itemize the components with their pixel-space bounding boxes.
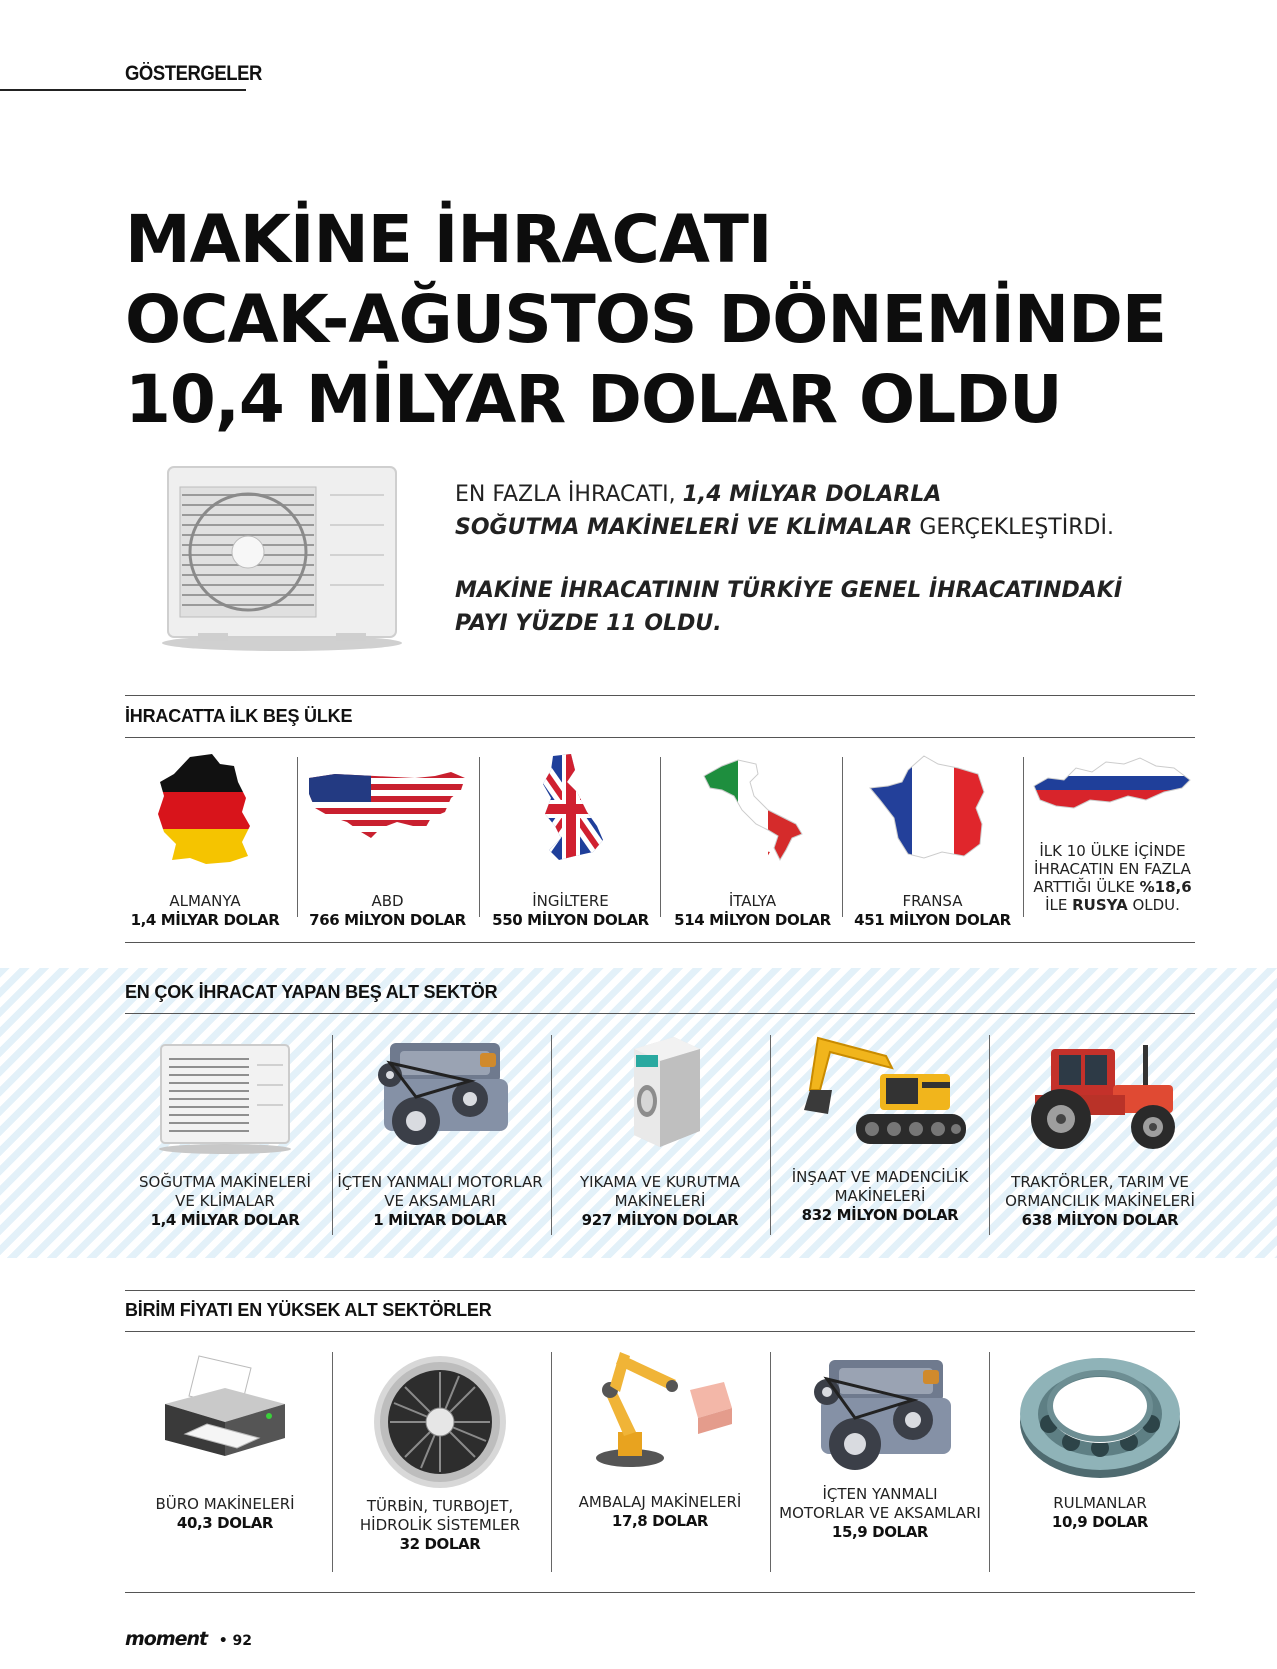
headline-line-3: 10,4 MİLYAR DOLAR OLDU xyxy=(125,361,1062,438)
footer xyxy=(125,1628,252,1650)
intro-text xyxy=(455,478,1215,640)
headline-line-1: MAKİNE İHRACATI xyxy=(125,201,772,278)
unitprice-label: HİDROLİK SİSTEMLER xyxy=(359,1516,521,1534)
country-germany xyxy=(125,752,285,930)
subsector-label: TRAKTÖRLER, TARIM VE xyxy=(1011,1173,1189,1191)
robot-arm-icon xyxy=(580,1346,740,1471)
italy-flag-map-icon xyxy=(698,752,808,867)
russia-note-percent: %18,6 xyxy=(1139,878,1192,896)
unitprice-label: TÜRBİN, TURBOJET, xyxy=(366,1497,514,1515)
russia-note-line: İLK 10 ÜLKE İÇİNDE xyxy=(1039,842,1186,860)
russia-note-line: İHRACATIN EN FAZLA xyxy=(1034,860,1191,878)
intro-paragraph-1 xyxy=(455,478,1215,544)
country-name: ABD xyxy=(371,892,404,910)
column-divider xyxy=(989,1352,990,1572)
country-russia-note xyxy=(1030,752,1195,914)
unitprice-item xyxy=(995,1352,1205,1532)
uk-flag-map-icon xyxy=(531,752,611,867)
column-divider xyxy=(332,1352,333,1572)
subsector-label: İÇTEN YANMALI MOTORLAR xyxy=(337,1173,543,1191)
column-divider xyxy=(1023,757,1024,917)
column-divider xyxy=(479,757,480,917)
intro-text-d: GERÇEKLEŞTİRDİ. xyxy=(912,515,1114,540)
section-rule xyxy=(125,1331,1195,1332)
unitprice-value: 15,9 DOLAR xyxy=(831,1523,929,1541)
unitprice-value: 32 DOLAR xyxy=(399,1535,481,1553)
subsector-label: YIKAMA VE KURUTMA xyxy=(579,1173,741,1191)
unitprice-value: 17,8 DOLAR xyxy=(611,1512,709,1530)
tractor-icon xyxy=(1015,1035,1185,1155)
footer-brand: moment xyxy=(125,1628,208,1650)
country-france xyxy=(850,752,1015,930)
russia-note-text xyxy=(1030,842,1195,914)
subsector-value: 1 MİLYAR DOLAR xyxy=(373,1211,507,1229)
intro-text-a: EN FAZLA İHRACATI, xyxy=(455,482,683,507)
unitprice-item xyxy=(555,1346,765,1531)
subsectors-title: EN ÇOK İHRACAT YAPAN BEŞ ALT SEKTÖR xyxy=(125,982,498,1002)
washing-machine-icon xyxy=(600,1035,720,1155)
country-value: 550 MİLYON DOLAR xyxy=(492,911,649,929)
subsector-item xyxy=(125,1035,325,1230)
printer-icon xyxy=(155,1352,295,1472)
column-divider xyxy=(551,1035,552,1235)
subsector-label: VE AKSAMLARI xyxy=(384,1192,496,1210)
bearing-icon xyxy=(1015,1352,1185,1482)
country-italy xyxy=(670,752,835,930)
engine-icon xyxy=(795,1352,965,1482)
unitprice-item xyxy=(335,1352,545,1554)
column-divider xyxy=(770,1035,771,1235)
turbine-icon xyxy=(370,1352,510,1492)
excavator-icon xyxy=(790,1030,970,1155)
air-conditioner-icon xyxy=(155,1035,295,1155)
subsector-item xyxy=(335,1035,545,1230)
country-value: 514 MİLYON DOLAR xyxy=(674,911,831,929)
unitprice-label: AMBALAJ MAKİNELERİ xyxy=(578,1493,742,1511)
intro-text-b: 1,4 MİLYAR DOLARLA xyxy=(682,482,942,507)
section-rule xyxy=(125,695,1195,696)
unitprice-label: RULMANLAR xyxy=(1053,1494,1147,1512)
column-divider xyxy=(551,1352,552,1572)
france-flag-map-icon xyxy=(868,752,998,867)
air-conditioner-hero-icon xyxy=(158,465,406,653)
russia-note-line xyxy=(1030,896,1195,914)
usa-flag-map-icon xyxy=(305,752,470,867)
section-tag: GÖSTERGELER xyxy=(125,62,262,85)
subsector-item xyxy=(775,1030,985,1225)
country-usa xyxy=(305,752,470,930)
subsector-item xyxy=(995,1035,1205,1230)
subsector-label: VE KLİMALAR xyxy=(175,1192,275,1210)
country-value: 1,4 MİLYAR DOLAR xyxy=(130,911,280,929)
subsector-value: 927 MİLYON DOLAR xyxy=(581,1211,739,1229)
subsector-value: 832 MİLYON DOLAR xyxy=(801,1206,959,1224)
subsector-label: ORMANCILIK MAKİNELERİ xyxy=(1005,1192,1195,1210)
subsector-label: İNŞAAT VE MADENCİLİK xyxy=(791,1168,969,1186)
germany-flag-map-icon xyxy=(150,752,260,867)
unitprice-label: MOTORLAR VE AKSAMLARI xyxy=(779,1504,981,1522)
page-number: • 92 xyxy=(218,1633,253,1649)
unitprice-item xyxy=(125,1352,325,1533)
russia-note-country: RUSYA xyxy=(1072,896,1128,914)
section-tag-rule xyxy=(0,89,246,91)
unitprice-title: BİRİM FİYATI EN YÜKSEK ALT SEKTÖRLER xyxy=(125,1300,492,1320)
headline-line-2: OCAK-AĞUSTOS DÖNEMİNDE xyxy=(125,281,1166,358)
russia-note-text-b: İLE xyxy=(1045,896,1073,914)
country-value: 766 MİLYON DOLAR xyxy=(309,911,466,929)
subsector-value: 638 MİLYON DOLAR xyxy=(1021,1211,1179,1229)
country-name: İNGİLTERE xyxy=(532,892,609,910)
russia-note-text-a: ARTTIĞI ÜLKE xyxy=(1033,878,1140,896)
intro-paragraph-2: MAKİNE İHRACATININ TÜRKİYE GENEL İHRACATINDAKİ PAYI YÜZDE 11 OLDU. xyxy=(455,578,1123,636)
subsector-label: MAKİNELERİ xyxy=(834,1187,926,1205)
section-rule xyxy=(125,737,1195,738)
country-value: 451 MİLYON DOLAR xyxy=(854,911,1011,929)
subsector-label: MAKİNELERİ xyxy=(614,1192,706,1210)
russia-note-line xyxy=(1030,878,1195,896)
column-divider xyxy=(770,1352,771,1572)
column-divider xyxy=(660,757,661,917)
country-uk xyxy=(488,752,653,930)
unitprice-value: 40,3 DOLAR xyxy=(176,1514,274,1532)
countries-title: İHRACATTA İLK BEŞ ÜLKE xyxy=(125,706,353,726)
section-rule xyxy=(125,1290,1195,1291)
engine-icon xyxy=(360,1035,520,1155)
unitprice-item xyxy=(775,1352,985,1542)
section-rule xyxy=(125,942,1195,943)
headline xyxy=(125,200,1165,440)
section-rule xyxy=(125,1013,1195,1014)
country-name: FRANSA xyxy=(902,892,963,910)
country-name: ALMANYA xyxy=(169,892,241,910)
unitprice-label: BÜRO MAKİNELERİ xyxy=(155,1495,295,1513)
russia-note-text-c: OLDU. xyxy=(1127,896,1180,914)
subsector-label: SOĞUTMA MAKİNELERİ xyxy=(139,1173,311,1191)
country-name: İTALYA xyxy=(728,892,777,910)
subsector-value: 1,4 MİLYAR DOLAR xyxy=(150,1211,300,1229)
intro-text-c: SOĞUTMA MAKİNELERİ VE KLİMALAR xyxy=(455,515,913,540)
column-divider xyxy=(842,757,843,917)
column-divider xyxy=(989,1035,990,1235)
column-divider xyxy=(297,757,298,917)
unitprice-label: İÇTEN YANMALI xyxy=(822,1485,938,1503)
column-divider xyxy=(332,1035,333,1235)
section-rule xyxy=(125,1592,1195,1593)
subsector-item xyxy=(555,1035,765,1230)
russia-flag-map-icon xyxy=(1030,752,1195,830)
unitprice-value: 10,9 DOLAR xyxy=(1051,1513,1149,1531)
